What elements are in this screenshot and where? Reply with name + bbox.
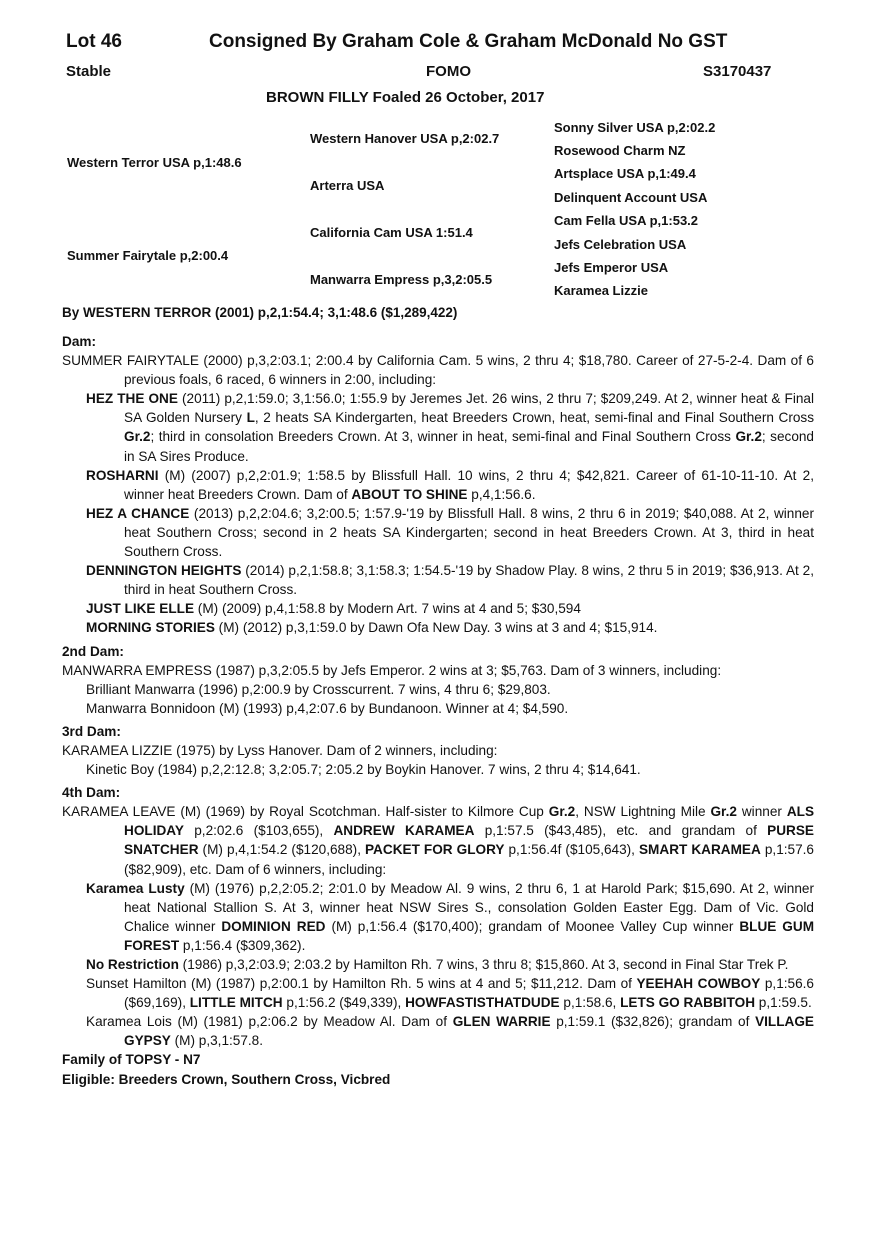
entry-text: ; second in SA Sires Produce.: [124, 429, 814, 464]
progeny-entry: [62, 466, 814, 504]
entry-text: (2014) p,2,1:58.8; 3,1:58.3; 1:54.5-'19 by Shadow Play. 8 wins, 2 thru 5 in 2019; $36,913. At 2, third in heat Southern Cross.: [124, 563, 814, 598]
family-line: Family of TOPSY - N7: [62, 1052, 201, 1068]
progeny-entry: [62, 504, 814, 561]
entry-text: (M) (2012) p,3,1:59.0 by Dawn Ofa New Day. 3 wins at 3 and 4; $15,914.: [214, 620, 658, 636]
horse-name-bold: PURSE SNATCHER: [124, 823, 814, 858]
dam-entry: [62, 741, 814, 760]
pedigree-gen3: Sonny Silver USA p,2:02.2: [554, 120, 716, 135]
entry-text: p,1:59.5.: [755, 995, 812, 1011]
progeny-entry: [62, 760, 814, 779]
entry-text: p,2:02.6 ($103,655),: [183, 823, 334, 839]
entry-text: (M) p,1:56.4 ($170,400); grandam of Moonee Valley Cup winner: [325, 918, 740, 934]
horse-name-bold: ALS HOLIDAY: [124, 804, 815, 839]
entry-text: p,4,1:56.6.: [467, 486, 536, 502]
dam-entry: [62, 802, 814, 878]
pedigree-notes: [62, 332, 814, 1089]
progeny-entry: [62, 389, 814, 465]
pedigree-sire: Western Terror USA p,1:48.6: [67, 155, 242, 170]
dam-section: [62, 783, 814, 1050]
pedigree-gen3: Jefs Celebration USA: [554, 237, 687, 252]
entry-text: p,1:57.6 ($82,909), etc. Dam of 6 winners, including:: [124, 842, 814, 877]
entry-text: p,1:56.4 ($309,362).: [179, 937, 306, 953]
horse-name-bold: GLEN WARRIE: [452, 1014, 551, 1030]
horse-name-bold: HEZ A CHANCE: [86, 505, 190, 521]
pedigree-gen3: Jefs Emperor USA: [554, 260, 669, 275]
dam-section: [62, 332, 814, 638]
entry-text: (M) (2009) p,4,1:58.8 by Modern Art. 7 wins at 4 and 5; $30,594: [194, 601, 581, 617]
entry-text: (2013) p,2,2:04.6; 3,2:00.5; 1:57.9-'19 by Blissfull Hall. 8 wins, 2 thru 6 in 2019; $40,088. At 2, winner heat Southern Cross; second in 2 heats SA Kindergarten; second in heat Breeders Crown. At 3, third in heat Southern Cross.: [124, 505, 814, 560]
horse-name-bold: HEZ THE ONE: [86, 391, 178, 407]
pedigree-gen3: Rosewood Charm NZ: [554, 143, 686, 158]
horse-name-bold: Gr.2: [735, 429, 762, 445]
horse-name-bold: Gr.2: [124, 429, 151, 445]
pedigree-dam-sire: California Cam USA 1:51.4: [310, 225, 473, 240]
horse-name: FOMO: [426, 63, 471, 80]
entry-text: p,1:57.5 ($43,485), etc. and grandam of: [474, 823, 768, 839]
entry-text: p,1:56.4f ($105,643),: [504, 842, 639, 858]
horse-name-bold: HOWFASTISTHATDUDE: [405, 995, 560, 1011]
stable-label: Stable: [66, 63, 112, 80]
dam-section: [62, 642, 814, 718]
horse-name-bold: SMART KARAMEA: [638, 842, 761, 858]
pedigree-gen3: Karamea Lizzie: [554, 283, 648, 298]
entry-text: , 2 heats SA Kindergarten, heat Breeders Crown, heat, semi-final and Final Southern Cross: [254, 410, 815, 426]
progeny-entry: [62, 1012, 814, 1050]
progeny-entry: [62, 561, 814, 599]
entry-text: p,1:56.2 ($49,339),: [282, 995, 406, 1011]
progeny-entry: [62, 974, 814, 1012]
horse-name-bold: Gr.2: [548, 804, 576, 820]
pedigree-gen3: Cam Fella USA p,1:53.2: [554, 213, 699, 228]
dam-section: [62, 722, 814, 779]
pedigree-sire-sire: Western Hanover USA p,2:02.7: [310, 131, 500, 146]
horse-name-bold: BLUE GUM FOREST: [124, 918, 815, 953]
entry-text: (M) p,3,1:57.8.: [170, 1033, 264, 1049]
progeny-entry: [62, 699, 814, 718]
section-title: Dam:: [62, 334, 96, 349]
progeny-entry: [62, 879, 814, 955]
dam-entry: [62, 661, 814, 680]
entry-text: winner: [736, 804, 787, 820]
entry-text: (M) (2007) p,2,2:01.9; 1:58.5 by Blissfull Hall. 10 wins, 2 thru 4; $42,821. Career of 61-10-11-10. At 2, winner heat Breeders Crown. Dam of: [124, 467, 814, 502]
horse-name-bold: PACKET FOR GLORY: [365, 842, 505, 858]
horse-name-bold: L: [246, 410, 255, 426]
section-title: 3rd Dam:: [62, 723, 121, 739]
entry-text: p,1:59.1 ($32,826); grandam of: [550, 1014, 756, 1030]
horse-description: BROWN FILLY Foaled 26 October, 2017: [266, 89, 545, 106]
entry-text: Sunset Hamilton (M) (1987) p,2:00.1 by Hamilton Rh. 5 wins at 4 and 5; $11,212. Dam of: [86, 976, 637, 992]
progeny-entry: [62, 680, 814, 699]
eligibility-line: Eligible: Breeders Crown, Southern Cross, Vicbred: [62, 1071, 391, 1087]
pedigree-dam: Summer Fairytale p,2:00.4: [67, 248, 229, 263]
progeny-entry: [62, 599, 814, 618]
entry-text: Manwarra Bonnidoon (M) (1993) p,4,2:07.6 by Bundanoon. Winner at 4; $4,590.: [86, 700, 569, 716]
horse-name-bold: ROSHARNI: [86, 467, 159, 483]
entry-text: MANWARRA EMPRESS (1987) p,3,2:05.5 by Jefs Emperor. 2 wins at 3; $5,763. Dam of 3 winners, including:: [62, 662, 722, 678]
entry-text: p,1:56.6 ($69,169),: [124, 976, 814, 1011]
section-title: 2nd Dam:: [62, 643, 124, 659]
horse-name-bold: JUST LIKE ELLE: [86, 601, 195, 617]
horse-name-bold: DENNINGTON HEIGHTS: [86, 563, 242, 579]
horse-name-bold: YEEHAH COWBOY: [636, 976, 761, 992]
reference-id: S3170437: [703, 63, 772, 80]
consignor: Consigned By Graham Cole & Graham McDonald No GST: [209, 31, 728, 52]
entry-text: (2011) p,2,1:59.0; 3,1:56.0; 1:55.9 by Jeremes Jet. 26 wins, 2 thru 7; $209,249. At 2, winner heat & Final SA Golden Nursery: [124, 391, 814, 426]
pedigree-dam-dam: Manwarra Empress p,3,2:05.5: [310, 272, 493, 287]
entry-text: , NSW Lightning Mile: [575, 804, 711, 820]
horse-name-bold: DOMINION RED: [221, 918, 326, 934]
horse-name-bold: LITTLE MITCH: [189, 995, 283, 1011]
progeny-entry: [62, 955, 814, 974]
horse-name-bold: No Restriction: [86, 957, 179, 972]
entry-text: p,1:58.6,: [559, 995, 621, 1011]
horse-name-bold: LETS GO RABBITOH: [620, 995, 756, 1011]
entry-text: (1986) p,3,2:03.9; 2:03.2 by Hamilton Rh. 7 wins, 3 thru 8; $15,860. At 3, second in Final Star Trek P.: [178, 957, 789, 972]
pedigree-gen3: Artsplace USA p,1:49.4: [554, 166, 696, 181]
sire-summary: By WESTERN TERROR (2001) p,2,1:54.4; 3,1:48.6 ($1,289,422): [62, 305, 458, 320]
entry-text: ; third in consolation Breeders Crown. At 3, winner in heat, semi-final and Final Southern Cross: [150, 429, 736, 445]
entry-text: KARAMEA LEAVE (M) (1969) by Royal Scotchman. Half-sister to Kilmore Cup: [62, 804, 549, 820]
entry-text: (M) p,4,1:54.2 ($120,688),: [198, 842, 365, 858]
progeny-entry: [62, 618, 814, 637]
pedigree-gen3: Delinquent Account USA: [554, 190, 708, 205]
entry-text: Brilliant Manwarra (1996) p,2:00.9 by Crosscurrent. 7 wins, 4 thru 6; $29,803.: [86, 681, 551, 697]
entry-text: Karamea Lois (M) (1981) p,2:06.2 by Meadow Al. Dam of: [86, 1014, 453, 1030]
entry-text: SUMMER FAIRYTALE (2000) p,3,2:03.1; 2:00.4 by California Cam. 5 wins, 2 thru 4; $18,780. Career of 27-5-2-4. Dam of 6 previous foals, 6 raced, 6 winners in 2:00, including:: [62, 353, 814, 388]
horse-name-bold: MORNING STORIES: [86, 620, 215, 636]
section-title: 4th Dam:: [62, 785, 121, 801]
entry-text: Kinetic Boy (1984) p,2,2:12.8; 3,2:05.7; 2:05.2 by Boykin Hanover. 7 wins, 2 thru 4; $14,641.: [86, 762, 641, 778]
horse-name-bold: Karamea Lusty: [86, 880, 185, 896]
pedigree-sire-dam: Arterra USA: [310, 178, 385, 193]
entry-text: KARAMEA LIZZIE (1975) by Lyss Hanover. Dam of 2 winners, including:: [62, 742, 498, 758]
horse-name-bold: VILLAGE GYPSY: [124, 1014, 814, 1049]
horse-name-bold: Gr.2: [710, 804, 737, 820]
entry-text: (M) (1976) p,2,2:05.2; 2:01.0 by Meadow Al. 9 wins, 2 thru 6, 1 at Harold Park; $15,690. At 2, winner heat National Stallion S. At 3, winner heat NSW Sires S., consolation Golden Easter Egg. Dam of Vic. Gold Chalice winner: [124, 880, 814, 934]
horse-name-bold: ANDREW KARAMEA: [333, 823, 475, 839]
lot-number: Lot 46: [66, 31, 122, 52]
horse-name-bold: ABOUT TO SHINE: [351, 486, 468, 502]
dam-entry: [62, 351, 814, 389]
